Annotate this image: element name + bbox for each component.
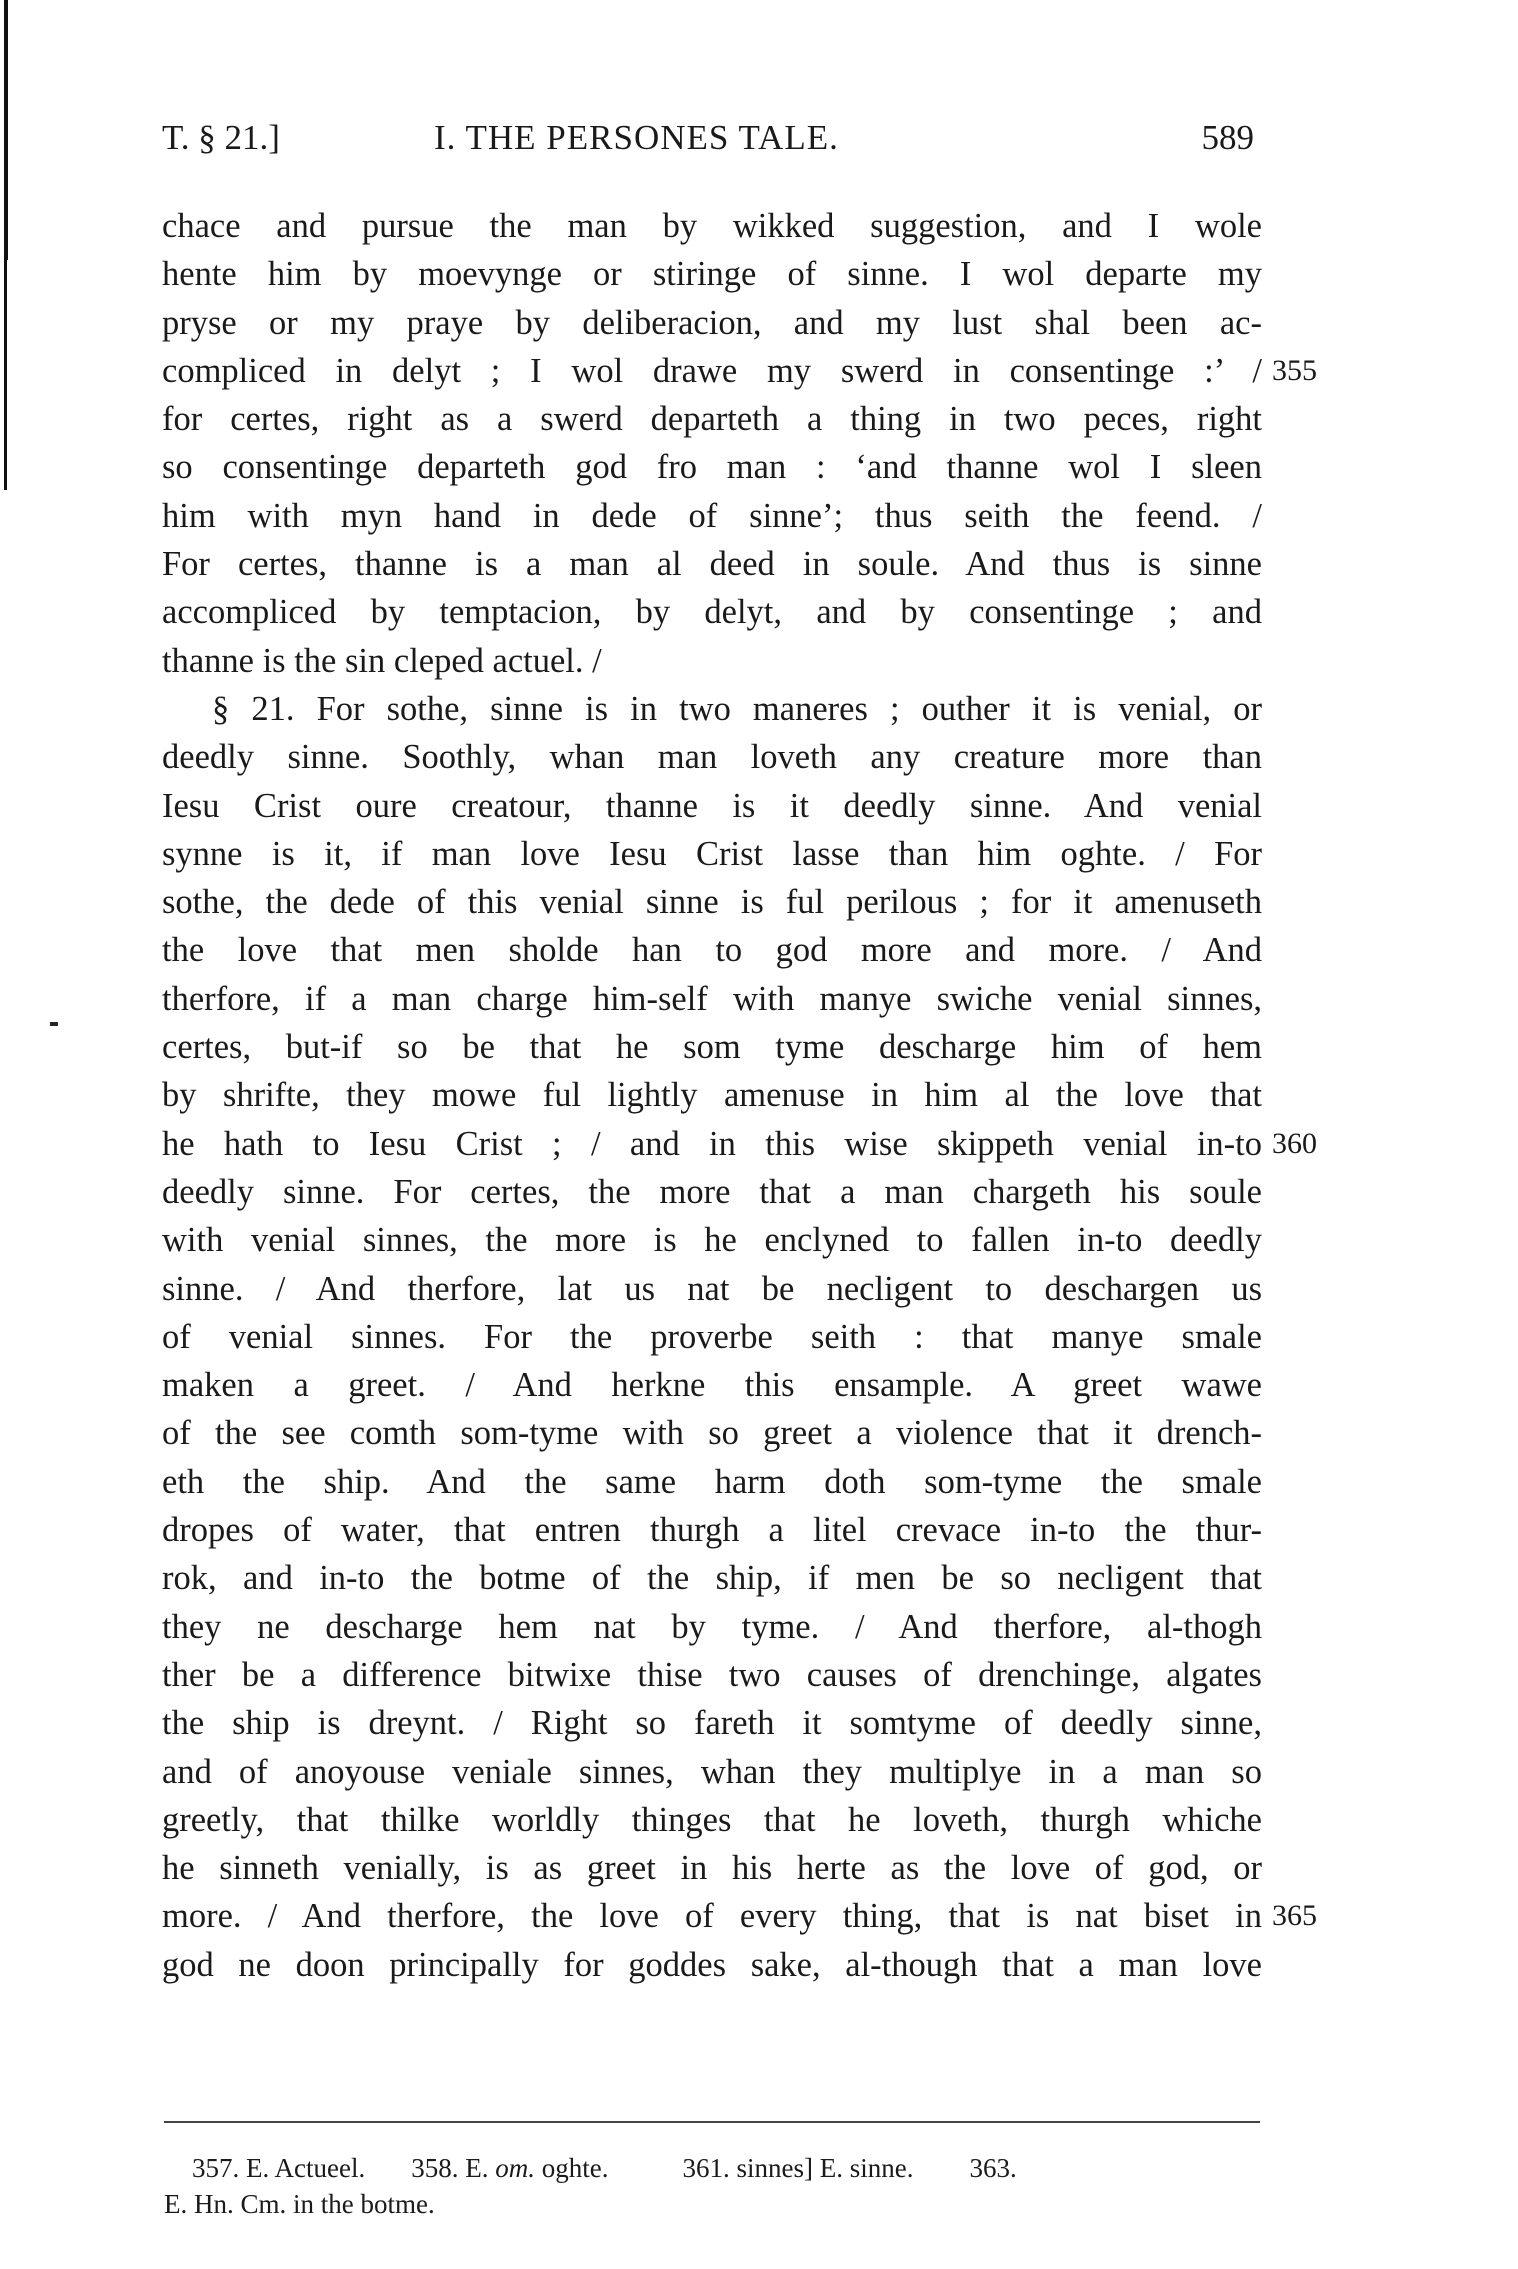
text-line: [162, 588, 1262, 636]
text-line: [162, 1554, 1262, 1602]
line-text: the love that men sholde han to god more and more. / And: [162, 931, 1262, 970]
line-text: god ne doon principally for goddes sake, al-though that a man love: [162, 1945, 1262, 1984]
line-text: eth the ship. And the same harm doth som-tyme the smale: [162, 1462, 1262, 1501]
footnote-row: [192, 2150, 1017, 2186]
line-text: sinne. / And therfore, lat us nat be necligent to deschargen us: [162, 1269, 1262, 1308]
text-line: [162, 1892, 1317, 1940]
line-text: ther be a difference bitwixe thise two causes of drenchinge, algates: [162, 1655, 1262, 1694]
text-line: [162, 1506, 1262, 1554]
line-text: with venial sinnes, the more is he enclyned to fallen in-to deedly: [162, 1221, 1262, 1260]
text-line: [162, 347, 1317, 395]
line-text: they ne descharge hem nat by tyme. / And therfore, al-thogh: [162, 1607, 1262, 1646]
running-title: I. THE PERSONES TALE.: [434, 118, 839, 157]
footnote-358: 358. E. om. oghte.: [411, 2153, 609, 2183]
line-text: the ship is dreynt. / Right so fareth it somtyme of deedly sinne,: [162, 1704, 1262, 1743]
text-line: [162, 1603, 1262, 1651]
text-line: [162, 443, 1262, 491]
text-line: [162, 1071, 1262, 1119]
text-line: [162, 637, 1262, 685]
line-text: he hath to Iesu Crist ; / and in this wise skippeth venial in-to: [162, 1124, 1262, 1163]
line-text: pryse or my praye by deliberacion, and my lust shal been ac-: [162, 303, 1262, 342]
margin-mark: [50, 1022, 58, 1026]
text-line: [162, 733, 1262, 781]
text-line: [162, 975, 1262, 1023]
section-reference: T. § 21.]: [162, 118, 280, 157]
line-number: 360: [1272, 1126, 1317, 1160]
text-line: [162, 1409, 1262, 1457]
text-line: [162, 926, 1262, 974]
line-text: greetly, that thilke worldly thinges that he loveth, thurgh whiche: [162, 1800, 1262, 1839]
binding-edge-mark: [4, 0, 8, 260]
running-header: [162, 118, 1262, 168]
line-number: 355: [1272, 353, 1317, 387]
line-text: of venial sinnes. For the proverbe seith : that manye smale: [162, 1317, 1262, 1356]
line-text: deedly sinne. For certes, the more that a man chargeth his soule: [162, 1172, 1262, 1211]
line-text: Iesu Crist oure creatour, thanne is it deedly sinne. And venial: [162, 786, 1262, 825]
line-text: more. / And therfore, the love of every thing, that is nat biset in: [162, 1897, 1262, 1936]
line-text: § 21. For sothe, sinne is in two maneres ; outher it is venial, or: [212, 689, 1262, 728]
line-text: accompliced by temptacion, by delyt, and by consentinge ; and: [162, 593, 1262, 632]
text-line: [162, 1748, 1262, 1796]
line-text: of the see comth som-tyme with so greet a violence that it drench-: [162, 1414, 1262, 1453]
line-text: so consentinge departeth god fro man : ‘and thanne wol I sleen: [162, 448, 1262, 487]
line-text: compliced in delyt ; I wol drawe my swerd in consentinge :’ /: [162, 351, 1262, 390]
text-line: [162, 1699, 1262, 1747]
line-text: him with myn hand in dede of sinne’; thus seith the feend. /: [162, 496, 1262, 535]
footnote-363: 363.: [969, 2153, 1017, 2183]
line-text: certes, but-if so be that he som tyme descharge him of hem: [162, 1028, 1262, 1067]
line-text: thanne is the sin cleped actuel. /: [162, 641, 602, 680]
text-line: [162, 395, 1262, 443]
line-text: deedly sinne. Soothly, whan man loveth any creature more than: [162, 738, 1262, 777]
text-line: [162, 1796, 1262, 1844]
text-line: [162, 830, 1262, 878]
text-line: [162, 1941, 1262, 1989]
text-line: [162, 540, 1262, 588]
text-line: [162, 1313, 1262, 1361]
line-text: therfore, if a man charge him-self with manye swiche venial sinnes,: [162, 979, 1262, 1018]
text-line: [162, 685, 1262, 733]
line-text: by shrifte, they mowe ful lightly amenuse in him al the love that: [162, 1076, 1262, 1115]
binding-edge-mark-lower: [4, 260, 7, 490]
text-line: [162, 1651, 1262, 1699]
footnote-361: 361. sinnes] E. sinne.: [682, 2153, 914, 2183]
line-text: chace and pursue the man by wikked suggestion, and I wole: [162, 207, 1262, 245]
line-text: maken a greet. / And herkne this ensample. A greet wawe: [162, 1366, 1262, 1405]
text-line: [162, 1120, 1317, 1168]
line-text: for certes, right as a swerd departeth a thing in two peces, right: [162, 400, 1262, 439]
body-text: [162, 202, 1317, 1989]
text-line: [162, 492, 1262, 540]
line-text: For certes, thanne is a man al deed in soule. And thus is sinne: [162, 545, 1262, 584]
line-text: he sinneth venially, is as greet in his herte as the love of god, or: [162, 1849, 1262, 1888]
footnotes: [164, 2150, 1017, 2222]
text-line: [162, 1216, 1262, 1264]
line-text: rok, and in-to the botme of the ship, if men be so necligent that: [162, 1559, 1262, 1598]
text-line: [162, 299, 1262, 347]
text-line: [162, 1265, 1262, 1313]
footnote-rule: [164, 2121, 1260, 2123]
line-number: 365: [1272, 1899, 1317, 1933]
text-line: [162, 1458, 1262, 1506]
text-line: [162, 202, 1262, 250]
text-line: [162, 1361, 1262, 1409]
text-line: [162, 782, 1262, 830]
footnote-continuation: E. Hn. Cm. in the botme.: [164, 2189, 435, 2219]
text-line: [162, 1023, 1262, 1071]
text-line: [162, 1844, 1262, 1892]
line-text: synne is it, if man love Iesu Crist lasse than him oghte. / For: [162, 834, 1262, 873]
page-number: 589: [1201, 118, 1254, 157]
line-text: hente him by moevynge or stiringe of sinne. I wol departe my: [162, 255, 1262, 294]
line-text: and of anoyouse veniale sinnes, whan they multiplye in a man so: [162, 1752, 1262, 1791]
text-line: [162, 1168, 1262, 1216]
line-text: dropes of water, that entren thurgh a litel crevace in-to the thur-: [162, 1511, 1262, 1550]
text-line: [162, 250, 1262, 298]
line-text: sothe, the dede of this venial sinne is ful perilous ; for it amenuseth: [162, 883, 1262, 922]
text-line: [162, 878, 1262, 926]
footnote-357: 357. E. Actueel.: [192, 2153, 366, 2183]
